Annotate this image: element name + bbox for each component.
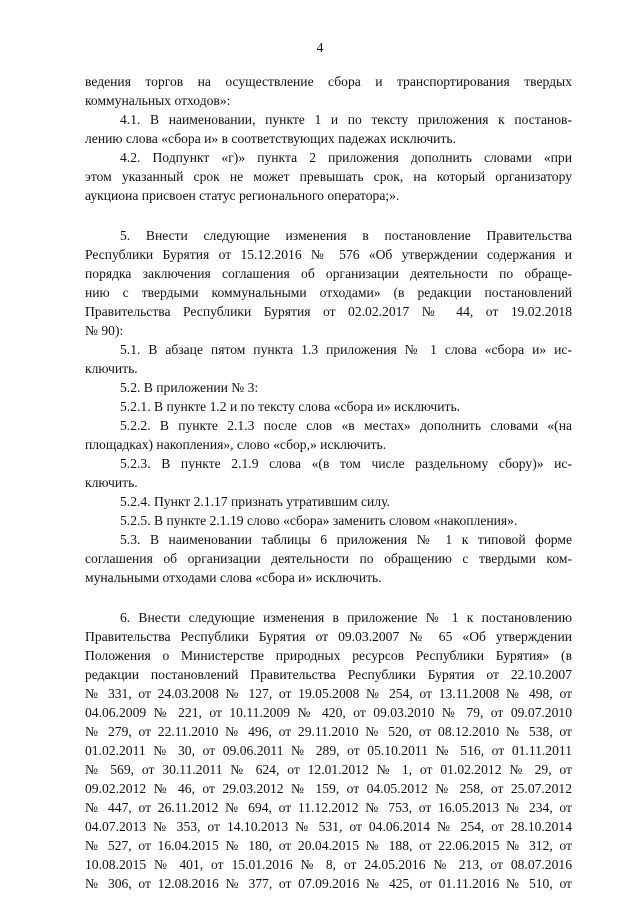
paragraph-5-line: порядка заключения соглашения об организации деятельности по обраще- [85, 266, 572, 281]
paragraph-5-2-5-line: 5.2.5. В пункте 2.1.19 слово «сбора» заменить словом «накопления». [120, 513, 518, 528]
paragraph-5-line: нию с твердыми коммунальными отходами» (в редакции постановлений [85, 285, 572, 300]
paragraph-5-2-line: 5.2. В приложении № 3: [120, 380, 259, 395]
section-spacer [85, 587, 572, 608]
paragraph-6-line: 6. Внести следующие изменения в приложение № 1 к постановлению [120, 610, 572, 625]
paragraph-6-line: 04.06.2009 № 221, от 10.11.2009 № 420, от 09.03.2010 № 79, от 09.07.2010 [85, 705, 572, 720]
paragraph-5-2-3-line: 5.2.3. В пункте 2.1.9 слова «(в том числе раздельному сбору)» ис- [120, 456, 572, 471]
paragraph-5-2-1-line: 5.2.1. В пункте 1.2 и по тексту слова «сбора и» исключить. [120, 399, 461, 414]
paragraph-4-2-line: этом указанный срок не может превышать срок, на который организатору [85, 169, 572, 184]
paragraph-5-line: 5. Внести следующие изменения в постановление Правительства [120, 228, 572, 243]
paragraph-6-line: 09.02.2012 № 46, от 29.03.2012 № 159, от 04.05.2012 № 258, от 25.07.2012 [85, 781, 572, 796]
paragraph-5-2-3-line: ключить. [85, 475, 138, 490]
paragraph-6-line: редакции постановлений Правительства Республики Бурятия от 22.10.2007 [85, 667, 572, 682]
paragraph-5-1-line: ключить. [85, 361, 138, 376]
paragraph-6-line: № 569, от 30.11.2011 № 624, от 12.01.2012 № 1, от 01.02.2012 № 29, от [85, 762, 572, 777]
paragraph-intro-line: коммунальных отходов»: [85, 93, 231, 108]
paragraph-6-line: № 527, от 16.04.2015 № 180, от 20.04.2015 № 188, от 22.06.2015 № 312, от [85, 838, 572, 853]
paragraph-4-1-line: 4.1. В наименовании, пункте 1 и по тексту приложения к постанов- [120, 112, 572, 127]
paragraph-4-1-line: лению слова «сбора и» в соответствующих падежах исключить. [85, 131, 456, 146]
paragraph-5-line: Правительства Республики Бурятия от 02.02.2017 № 44, от 19.02.2018 [85, 304, 572, 319]
paragraph-4-2-line: 4.2. Подпункт «г)» пункта 2 приложения дополнить словами «при [120, 150, 572, 165]
paragraph-4-2-line: аукциона присвоен статус регионального оператора;». [85, 188, 400, 203]
paragraph-6-line: 04.07.2013 № 353, от 14.10.2013 № 531, от 04.06.2014 № 254, от 28.10.2014 [85, 819, 572, 834]
paragraph-6-line: Положения о Министерстве природных ресурсов Республики Бурятия» (в [85, 648, 572, 663]
paragraph-5-3-line: 5.3. В наименовании таблицы 6 приложения № 1 к типовой форме [120, 532, 572, 547]
paragraph-5-2-4-line: 5.2.4. Пункт 2.1.17 признать утратившим силу. [120, 494, 390, 509]
paragraph-5-2-2-line: 5.2.2. В пункте 2.1.3 после слов «в местах» дополнить словами «(на [120, 418, 572, 433]
paragraph-6-line: Правительства Республики Бурятия от 09.03.2007 № 65 «Об утверждении [85, 629, 572, 644]
page-number: 4 [316, 40, 324, 55]
paragraph-5-3-line: соглашения об организации деятельности по обращению с твердыми ком- [85, 551, 572, 566]
paragraph-5-line: Республики Бурятия от 15.12.2016 № 576 «Об утверждении содержания и [85, 247, 572, 262]
paragraph-5-line: № 90): [85, 323, 124, 338]
paragraph-6-line: № 447, от 26.11.2012 № 694, от 11.12.2012 № 753, от 16.05.2013 № 234, от [85, 800, 572, 815]
paragraph-5-2-2-line: площадках) накопления», слово «сбор,» исключить. [85, 437, 387, 452]
paragraph-5-3-line: мунальными отходами слова «сбора и» исключить. [85, 570, 382, 585]
paragraph-6-line: № 279, от 22.11.2010 № 496, от 29.11.2010 № 520, от 08.12.2010 № 538, от [85, 724, 572, 739]
paragraph-5-1-line: 5.1. В абзаце пятом пункта 1.3 приложения № 1 слова «сбора и» ис- [120, 342, 572, 357]
document-body [85, 72, 572, 893]
paragraph-6-line: 10.08.2015 № 401, от 15.01.2016 № 8, от 24.05.2016 № 213, от 08.07.2016 [85, 857, 572, 872]
paragraph-intro-line: ведения торгов на осуществление сбора и транспортирования твердых [85, 74, 572, 89]
paragraph-6-line: № 306, от 12.08.2016 № 377, от 07.09.2016 № 425, от 01.11.2016 № 510, от [85, 876, 572, 891]
section-spacer [85, 205, 572, 226]
paragraph-6-line: № 331, от 24.03.2008 № 127, от 19.05.2008 № 254, от 13.11.2008 № 498, от [85, 686, 572, 701]
paragraph-6-line: 01.02.2011 № 30, от 09.06.2011 № 289, от 05.10.2011 № 516, от 01.11.2011 [85, 743, 572, 758]
